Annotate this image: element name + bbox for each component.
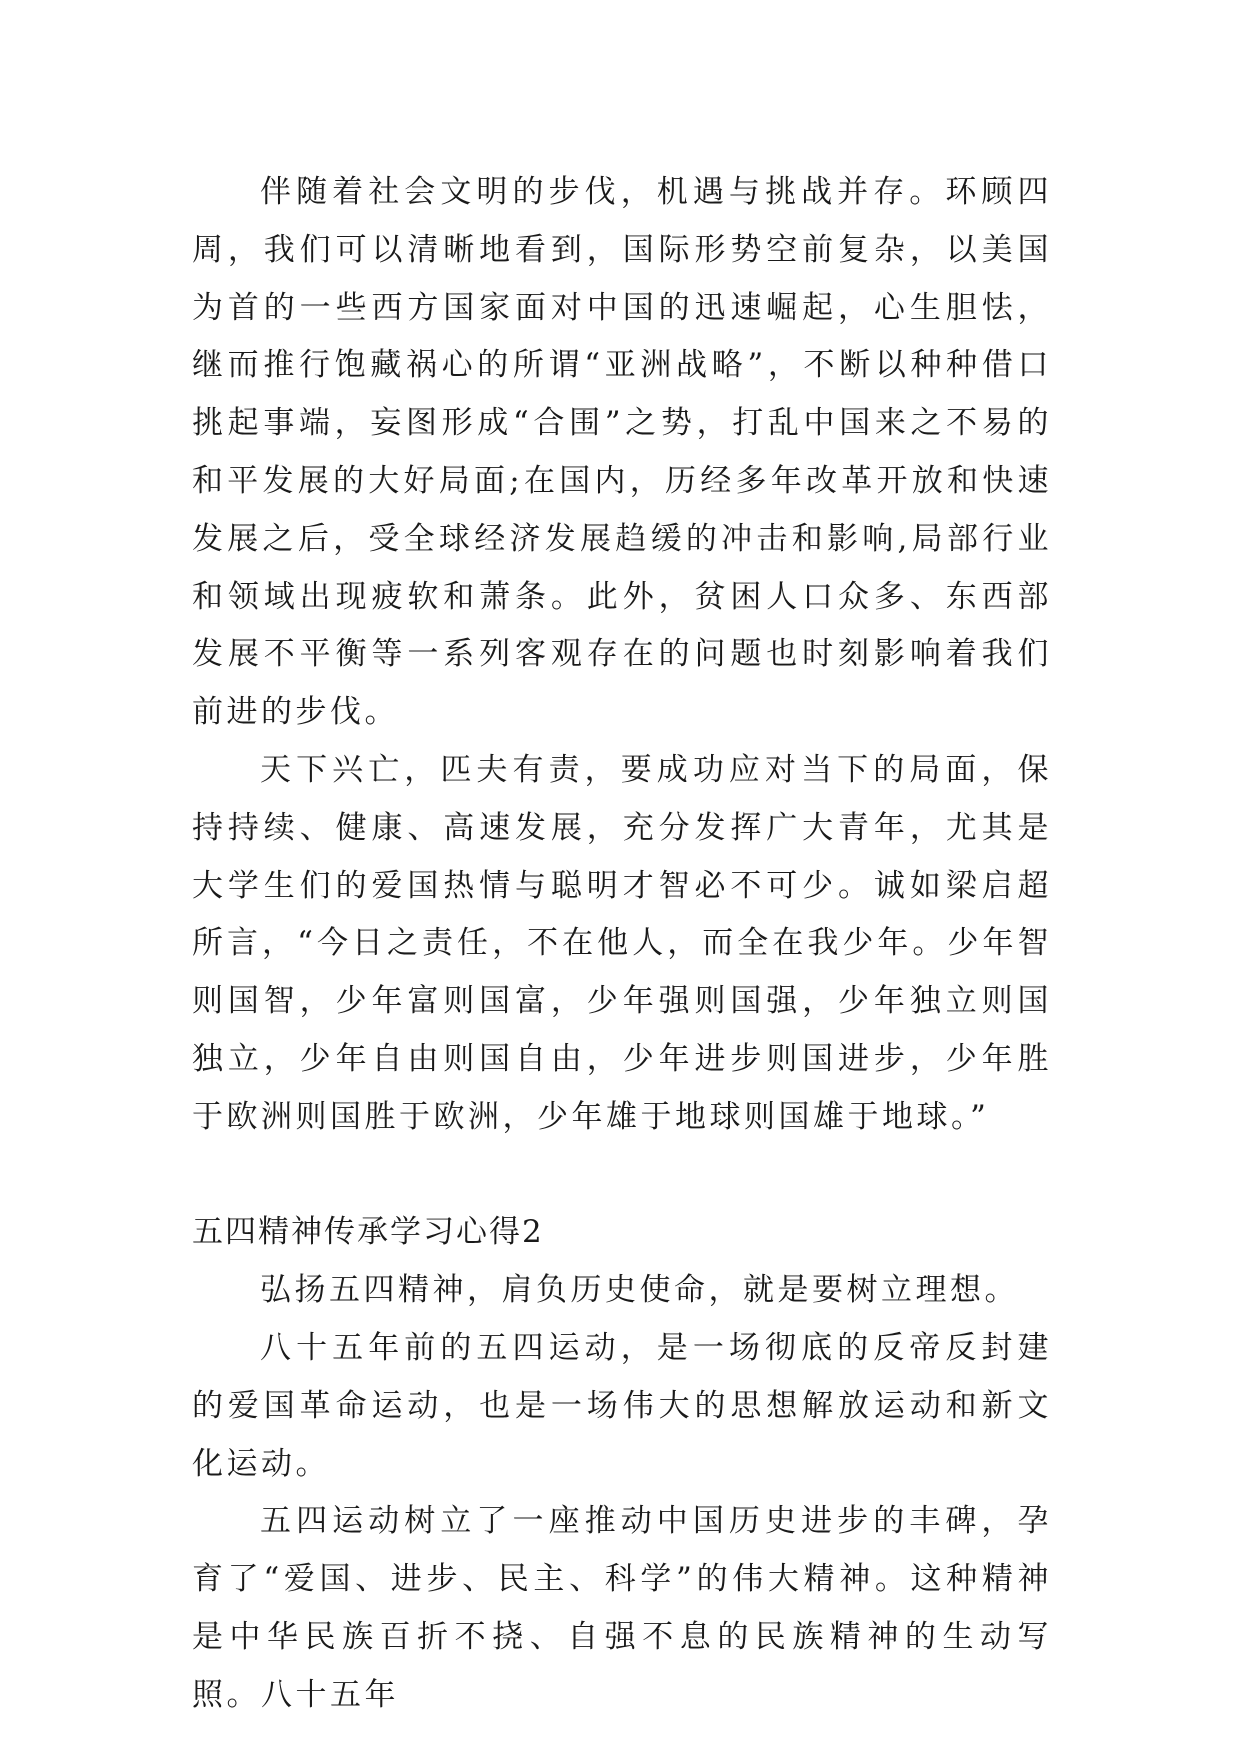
section-title: 五四精神传承学习心得2 (192, 1214, 544, 1251)
paragraph-youth-responsibility: 天下兴亡，匹夫有责，要成功应对当下的局面，保持持续、健康、高速发展，充分发挥广大青年，尤其是大学生们的爱国热情与聪明才智必不可少。诚如梁启超所言，“今日之责任，不在他人，而全在我少年。少年智则国智，少年富则国富，少年强则国强，少年独立则国独立，少年自由则国自由，少年进步则国进步，少年胜于欧洲则国胜于欧洲，少年雄于地球则国雄于地球。” (192, 751, 1052, 1135)
paragraph-may-fourth-spirit: 五四运动树立了一座推动中国历史进步的丰碑，孕育了“爱国、进步、民主、科学”的伟大精神。这种精神是中华民族百折不挠、自强不息的民族精神的生动写照。八十五年 (192, 1503, 1052, 1713)
paragraph-establish-ideals: 弘扬五四精神，肩负历史使命，就是要树立理想。 (260, 1272, 1019, 1309)
document-body (192, 164, 1052, 1725)
paragraph-social-progress: 伴随着社会文明的步伐，机遇与挑战并存。环顾四周，我们可以清晰地看到，国际形势空前复杂，以美国为首的一些西方国家面对中国的迅速崛起，心生胆怯，继而推行饱藏祸心的所谓“亚洲战略”，不断以种种借口挑起事端，妄图形成“合围”之势，打乱中国来之不易的和平发展的大好局面;在国内，历经多年改革开放和快速发展之后，受全球经济发展趋缓的冲击和影响,局部行业和领域出现疲软和萧条。此外，贫困人口众多、东西部发展不平衡等一系列客观存在的问题也时刻影响着我们前进的步伐。 (192, 174, 1052, 731)
paragraph-may-fourth-movement: 八十五年前的五四运动，是一场彻底的反帝反封建的爱国革命运动，也是一场伟大的思想解放运动和新文化运动。 (192, 1329, 1052, 1482)
